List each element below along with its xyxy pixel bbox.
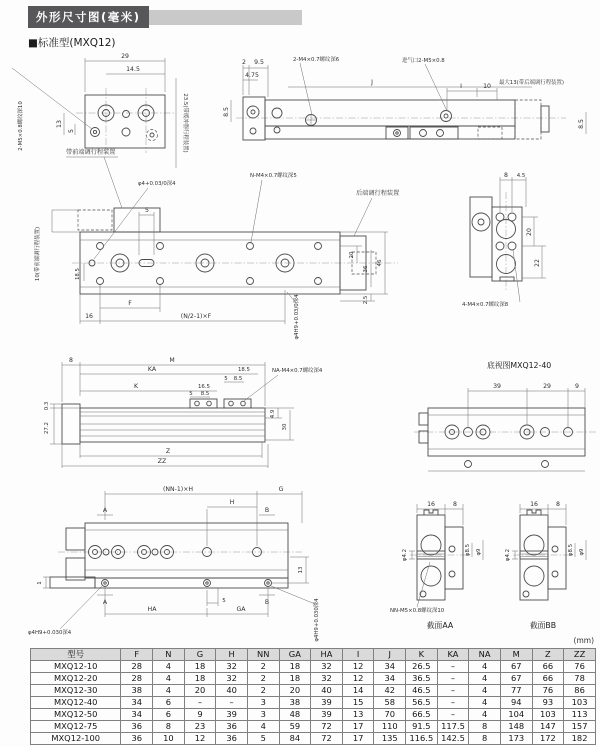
dim-cell: 4 [153, 661, 185, 673]
dim-cell: 23 [184, 721, 216, 733]
dim-cell: 18 [184, 661, 216, 673]
dim-label: 22 [534, 259, 541, 267]
drawing-end-section [462, 172, 546, 308]
dim-cell: 13 [342, 709, 374, 721]
model-cell: MXQ12-100 [31, 733, 121, 745]
section-caption: 截面BB [529, 621, 557, 630]
section-caption: 截面AA [426, 621, 454, 630]
drawing-section-bb [505, 501, 586, 630]
dim-cell: 17 [342, 721, 374, 733]
table-row [31, 685, 596, 697]
dim-cell: 2 [247, 661, 279, 673]
stroke-note: 10(带前端调行程装置) [35, 226, 41, 282]
dim-cell: 67 [500, 673, 532, 685]
dim-cell: 66 [532, 673, 564, 685]
dim-cell: – [216, 697, 248, 709]
dim-cell: 12 [342, 661, 374, 673]
thread-note: 2-M5×0.8螺纹深10 [18, 101, 24, 151]
drawing-section-aa [390, 501, 483, 630]
dim-label: 0.3 [44, 401, 50, 411]
dim-cell: 103 [532, 709, 564, 721]
dim-label: 8.5 [578, 119, 585, 129]
dim-cell: 39 [311, 697, 343, 709]
dim-label: 13 [298, 566, 304, 574]
hole-note: φ4+0.03/0深4 [138, 181, 176, 187]
column-header: K [406, 649, 438, 661]
dim-cell: 173 [500, 733, 532, 745]
dim-cell: 34 [121, 697, 153, 709]
dim-cell: 6 [153, 709, 185, 721]
model-cell: MXQ12-30 [31, 685, 121, 697]
dim-cell: 48 [279, 709, 311, 721]
dim-cell: 72 [311, 721, 343, 733]
drawing-bottom-view-mxq12-40 [414, 360, 597, 471]
model-cell: MXQ12-10 [31, 661, 121, 673]
dim-cell: 40 [216, 685, 248, 697]
dim-cell: 116.5 [406, 733, 438, 745]
dim-cell: 4 [153, 685, 185, 697]
dim-cell: 2 [247, 673, 279, 685]
dim-cell: 147 [532, 721, 564, 733]
dim-label: φ9 [579, 548, 585, 556]
dim-cell: 18 [279, 661, 311, 673]
dim-cell: 36.5 [406, 673, 438, 685]
dim-cell: 8 [469, 733, 501, 745]
dim-cell: 104 [500, 709, 532, 721]
dim-label: φ4.2 [402, 548, 408, 562]
drawing-title: 底视图MXQ12-40 [487, 361, 552, 370]
dim-label: 14.5 [126, 66, 140, 73]
unit-note: (mm) [573, 636, 594, 645]
model-cell: MXQ12-40 [31, 697, 121, 709]
dim-label: 39 [493, 383, 501, 390]
dim-cell: 8 [153, 721, 185, 733]
dim-label: 9 [575, 383, 579, 390]
dim-cell: 36 [216, 733, 248, 745]
dim-cell: 66 [532, 661, 564, 673]
dim-cell: 26.5 [406, 661, 438, 673]
page-title: 外形尺寸图(毫米) [28, 6, 149, 28]
dim-cell: 113 [564, 709, 596, 721]
dim-label: 4.9 [270, 409, 276, 419]
dim-cell: 77 [500, 685, 532, 697]
dim-cell: 40 [311, 685, 343, 697]
dim-label: φ4.2 [505, 548, 511, 562]
dim-label: 20 [526, 228, 533, 236]
dim-cell: 38 [121, 685, 153, 697]
dim-cell: – [437, 709, 469, 721]
column-header: I [342, 649, 374, 661]
dim-label: 5 [222, 598, 226, 604]
dim-cell: 6 [153, 697, 185, 709]
dim-cell: 36 [121, 733, 153, 745]
dim-label: φ9 [476, 548, 482, 556]
table-row [31, 709, 596, 721]
dim-cell: 38 [279, 697, 311, 709]
dim-cell: – [437, 685, 469, 697]
dim-cell: 91.5 [406, 721, 438, 733]
dim-label: 16 [530, 501, 538, 508]
section-marker: B [264, 599, 270, 606]
dim-label: 4.75 [245, 72, 259, 79]
column-header: NN [247, 649, 279, 661]
dim-cell: 28 [121, 661, 153, 673]
dim-label: 30 [282, 423, 288, 431]
adjuster-note: 带前端调行程装置 [66, 149, 116, 156]
dim-cell: 42 [374, 685, 406, 697]
column-header: HA [311, 649, 343, 661]
dim-label: 20 [349, 251, 355, 259]
column-header: M [500, 649, 532, 661]
dim-label: 8 [453, 501, 457, 508]
column-header: F [121, 649, 153, 661]
dim-label: F [128, 300, 132, 307]
column-header: J [374, 649, 406, 661]
dim-cell: 32 [216, 661, 248, 673]
dim-cell: 172 [532, 733, 564, 745]
dim-label: GA [236, 606, 246, 613]
dim-cell: 67 [500, 661, 532, 673]
section-marker: B [264, 507, 270, 514]
dim-label: 16.5 [197, 384, 211, 390]
dim-cell: 4 [153, 673, 185, 685]
model-cell: MXQ12-50 [31, 709, 121, 721]
dim-cell: 58 [374, 697, 406, 709]
thread-note: NA-M4×0.7螺纹深4 [272, 368, 323, 374]
dim-cell: 76 [532, 685, 564, 697]
dim-label: H [229, 499, 235, 506]
dim-label: 5 [189, 391, 193, 397]
dim-cell: 72 [311, 733, 343, 745]
dim-cell: 117.5 [437, 721, 469, 733]
dim-cell: 9 [184, 709, 216, 721]
dim-cell: 4 [469, 673, 501, 685]
dim-label: 27.2 [44, 421, 50, 435]
dim-label: 29 [543, 383, 551, 390]
dim-cell: 39 [311, 709, 343, 721]
dim-cell: 4 [469, 709, 501, 721]
dim-label: 13 [56, 120, 63, 128]
dim-cell: 56.5 [406, 697, 438, 709]
dim-cell: 78 [564, 673, 596, 685]
thread-note: NN-M5×0.8螺纹深10 [390, 608, 445, 614]
section-subtitle: ■标准型(MXQ12) [28, 37, 116, 49]
dim-cell: – [437, 697, 469, 709]
dim-label: ZZ [157, 458, 167, 465]
dim-label: 8.5 [233, 376, 243, 382]
dim-cell: – [184, 697, 216, 709]
dim-label: φ8.5 [568, 543, 574, 557]
dim-label: 16 [85, 313, 93, 320]
dim-cell: 3 [247, 697, 279, 709]
dim-label: G [278, 486, 284, 493]
dim-cell: 2 [247, 685, 279, 697]
dim-cell: 94 [500, 697, 532, 709]
column-header: 型号 [31, 649, 121, 661]
dim-label: φ8.5 [465, 543, 471, 557]
dim-cell: 32 [311, 661, 343, 673]
dim-label: 4.5 [516, 173, 526, 179]
drawing-side-view-top [223, 55, 586, 140]
section-marker: A [102, 507, 108, 514]
dim-cell: 93 [532, 697, 564, 709]
dim-cell: 20 [184, 685, 216, 697]
dim-cell: 17 [342, 733, 374, 745]
dim-cell: 34 [374, 661, 406, 673]
dim-label: KA [147, 366, 157, 373]
dim-cell: 32 [216, 673, 248, 685]
dim-label: 8 [504, 172, 508, 179]
port-note: 进气口2-M5×0.8 [402, 58, 445, 64]
dim-label: 8 [69, 357, 73, 364]
dim-cell: 36 [216, 721, 248, 733]
column-header: ZZ [564, 649, 596, 661]
dim-cell: 66.5 [406, 709, 438, 721]
dim-cell: 18 [184, 673, 216, 685]
dim-cell: 20 [279, 685, 311, 697]
dim-cell: 36 [121, 721, 153, 733]
hole-note: φ4H9+0.030深4 [314, 598, 320, 642]
table-row [31, 673, 596, 685]
dim-cell: 8 [469, 721, 501, 733]
dim-label: 8.5 [223, 107, 230, 117]
dim-cell: 3 [247, 709, 279, 721]
dim-cell: 46.5 [406, 685, 438, 697]
dim-cell: 110 [374, 721, 406, 733]
dim-label: 16 [427, 501, 435, 508]
dim-label: K [133, 383, 139, 390]
dim-cell: 14 [342, 685, 374, 697]
dim-label: 8.5 [200, 391, 210, 397]
column-header: Z [532, 649, 564, 661]
dim-label: 5 [145, 207, 149, 214]
dim-cell: 59 [279, 721, 311, 733]
dim-cell: – [437, 673, 469, 685]
dim-cell: 34 [121, 709, 153, 721]
dim-label: 1 [37, 581, 43, 585]
dim-label: M [169, 357, 175, 364]
dim-label: J [371, 79, 373, 86]
max-stroke-note: 最大13(带后端调行程装置) [499, 80, 564, 86]
column-header: KA [437, 649, 469, 661]
column-header: NA [469, 649, 501, 661]
dim-cell: 70 [374, 709, 406, 721]
dim-label: 9.5 [254, 59, 264, 66]
dim-label: 29 [121, 53, 129, 60]
dim-cell: 18 [279, 673, 311, 685]
dim-cell: 135 [374, 733, 406, 745]
dim-cell: – [437, 661, 469, 673]
dim-cell: 34 [374, 673, 406, 685]
dim-label: 2.5 [363, 295, 369, 305]
column-header: H [216, 649, 248, 661]
drawing-bottom-view-large [28, 486, 320, 642]
dim-label: 18.5 [237, 367, 251, 373]
model-cell: MXQ12-20 [31, 673, 121, 685]
dim-cell: 103 [564, 697, 596, 709]
table-row [31, 721, 596, 733]
section-marker: A [102, 599, 108, 606]
table-header [31, 649, 596, 661]
dim-cell: 10 [153, 733, 185, 745]
dim-label: 46 [377, 259, 383, 267]
hole-note: φ4H9+0.030深4 [28, 630, 72, 636]
table-row [31, 661, 596, 673]
formula-label: (NN-1)×H [162, 486, 194, 493]
thread-note: 2-M4×0.7螺纹深6 [293, 57, 340, 63]
dim-label: 2 [242, 59, 246, 66]
column-header: GA [279, 649, 311, 661]
dim-cell: 86 [564, 685, 596, 697]
table-body [31, 661, 596, 745]
dim-cell: 4 [469, 697, 501, 709]
drawing-plan-view [33, 148, 399, 340]
hole-note: φ4H9+0.03/0深4 [294, 294, 300, 340]
column-header: N [153, 649, 185, 661]
dim-cell: 39 [216, 709, 248, 721]
thread-note: N-M4×0.7螺纹深5 [250, 173, 297, 179]
formula-label: (N/2-1)×F [180, 313, 212, 320]
dim-label: 36 [363, 265, 369, 273]
dimension-table [30, 648, 596, 745]
dim-label: 5 [224, 376, 228, 382]
dim-cell: 157 [564, 721, 596, 733]
dim-cell: 12 [342, 673, 374, 685]
dim-label: Z [165, 448, 171, 455]
dim-cell: 182 [564, 733, 596, 745]
drawing-side-view-2 [44, 357, 323, 468]
dim-label: 8 [556, 501, 560, 508]
dim-cell: 148 [500, 721, 532, 733]
dim-label: I [460, 83, 462, 90]
dim-cell: 142.5 [437, 733, 469, 745]
model-cell: MXQ12-75 [31, 721, 121, 733]
dim-cell: 4 [469, 661, 501, 673]
dim-cell: 12 [184, 733, 216, 745]
dim-cell: 32 [311, 673, 343, 685]
adjuster-note: 后端调行程装置 [356, 190, 400, 197]
column-header: G [184, 649, 216, 661]
dim-label: 5 [68, 129, 75, 133]
dim-cell: 15 [342, 697, 374, 709]
dim-label: 18.5 [75, 267, 81, 281]
dim-cell: 84 [279, 733, 311, 745]
table-row [31, 733, 596, 745]
dim-cell: 28 [121, 673, 153, 685]
dim-label: HA [147, 606, 157, 613]
dim-cell: 76 [564, 661, 596, 673]
dim-cell: 4 [247, 721, 279, 733]
dim-cell: 4 [469, 685, 501, 697]
stroke-note: 23.5(带缓冲器行程装置) [182, 93, 188, 153]
dim-label: 10 [483, 83, 491, 90]
dim-cell: 5 [247, 733, 279, 745]
thread-note: 4-M4×0.7螺纹深8 [462, 302, 509, 308]
table-row [31, 697, 596, 709]
